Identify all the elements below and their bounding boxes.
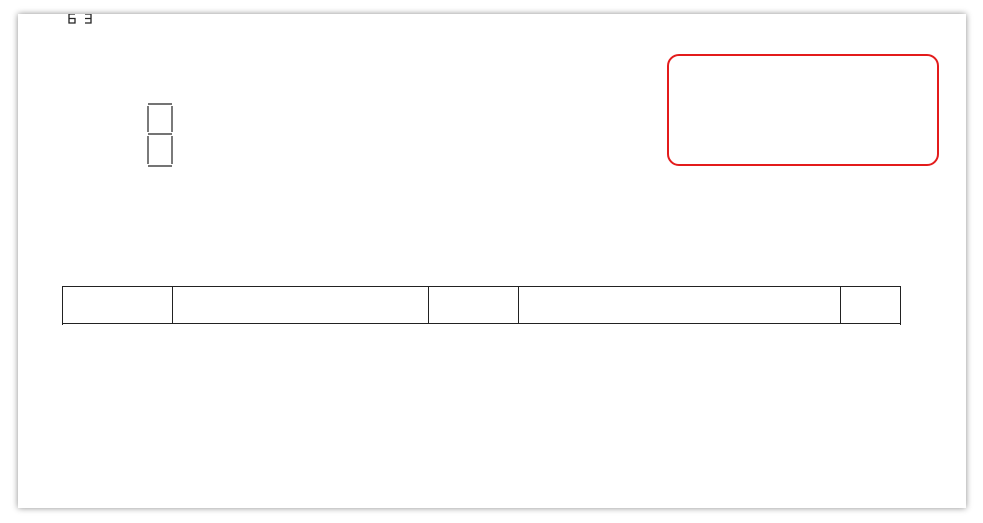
highlight-box — [667, 54, 939, 166]
intro-paragraph — [66, 14, 966, 28]
inputs-header — [173, 287, 429, 324]
datasheet-page — [18, 14, 966, 508]
bi-rbo-header — [429, 287, 519, 324]
function-table — [62, 286, 901, 324]
nine-with-tail-icon — [82, 14, 94, 25]
segment-identification-diagram — [104, 94, 234, 244]
note-header — [841, 287, 901, 324]
six-with-tail-icon — [66, 14, 78, 25]
decimal-header — [63, 287, 173, 324]
segment-identification-caption — [72, 198, 182, 213]
outputs-header — [519, 287, 841, 324]
